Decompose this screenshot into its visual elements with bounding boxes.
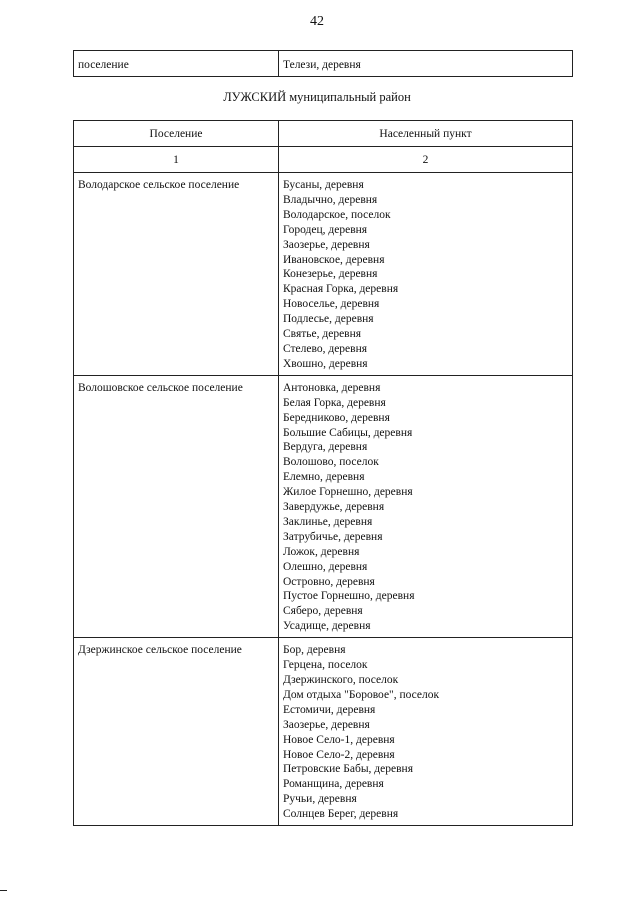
settlement-name: Волошовское сельское поселение: [78, 381, 243, 394]
place-item: Городец, деревня: [283, 223, 368, 236]
settlement-name: Дзержинское сельское поселение: [78, 644, 242, 657]
places-cell: [279, 173, 573, 376]
place-item: Дом отдыха "Боровое", поселок: [283, 688, 440, 701]
district-heading: ЛУЖСКИЙ муниципальный район: [223, 90, 411, 104]
column-number-1: 1: [74, 147, 279, 173]
place-item: Заклинье, деревня: [283, 515, 373, 528]
place-item: Вердуга, деревня: [283, 441, 368, 454]
place-item: Дзержинского, поселок: [283, 674, 399, 686]
place-item: Петровские Бабы, деревня: [283, 763, 413, 776]
continuation-table: [73, 50, 573, 77]
settlement-group-row: [74, 173, 573, 376]
place-item: Володарское, поселок: [283, 208, 391, 221]
place-item: Хвошно, деревня: [283, 357, 368, 370]
place-item: Большие Сабицы, деревня: [283, 426, 413, 439]
column-number-row: [74, 147, 573, 173]
place-item: Ручьи, деревня: [283, 793, 357, 806]
place-item: Новое Село-1, деревня: [283, 733, 395, 746]
place-item: Естомичи, деревня: [283, 703, 376, 716]
place-item: Волошово, поселок: [283, 456, 379, 469]
settlement-name-cell: [74, 375, 279, 637]
header-row: [74, 121, 573, 147]
settlement-name-cell: [74, 173, 279, 376]
settlement-name: Володарское сельское поселение: [78, 179, 240, 191]
place-cell: Телези, деревня: [279, 51, 573, 77]
place-item: Новоселье, деревня: [283, 298, 380, 311]
place-item: Антоновка, деревня: [283, 381, 381, 394]
place-item: Усадище, деревня: [283, 620, 371, 633]
places-cell: [279, 375, 573, 637]
places-list: [283, 643, 568, 822]
place-item: Новое Село-2, деревня: [283, 748, 395, 761]
place-item: Островно, деревня: [283, 575, 375, 588]
place-item: Пустое Горнешно, деревня: [283, 590, 415, 603]
place-item: Конезерье, деревня: [283, 268, 378, 281]
header-place: Населенный пункт: [279, 121, 573, 147]
place-item: Красная Горка, деревня: [283, 283, 399, 296]
places-cell: [279, 638, 573, 826]
place-item: Бусаны, деревня: [283, 179, 364, 191]
place-item: Ложок, деревня: [283, 545, 360, 558]
place-item: Заозерье, деревня: [283, 718, 370, 731]
place-item: Стелево, деревня: [283, 342, 368, 355]
places-list: [283, 178, 568, 372]
place-item: Подлесье, деревня: [283, 313, 374, 326]
place-item: Солнцев Берег, деревня: [283, 808, 399, 821]
place-item: Ивановское, деревня: [283, 253, 385, 266]
settlement-name-cell: [74, 638, 279, 826]
scan-edge-mark: [0, 890, 7, 891]
places-list: [283, 381, 568, 634]
place-item: Белая Горка, деревня: [283, 396, 386, 409]
place-item: Олешно, деревня: [283, 560, 368, 573]
table-row: [74, 51, 573, 77]
header-settlement: Поселение: [74, 121, 279, 147]
place-item: Заозерье, деревня: [283, 238, 370, 251]
place-item: Затрубичье, деревня: [283, 530, 383, 543]
place-item: Бор, деревня: [283, 644, 346, 657]
settlements-table: [73, 120, 573, 826]
settlement-group-row: [74, 375, 573, 637]
place-item: Сяберо, деревня: [283, 605, 363, 618]
settlement-group-row: [74, 638, 573, 826]
place-item: Жилое Горнешно, деревня: [283, 486, 413, 499]
page-number: 42: [310, 14, 324, 29]
place-item: Владычно, деревня: [283, 193, 378, 206]
place-item: Бередниково, деревня: [283, 411, 390, 424]
place-item: Романщина, деревня: [283, 778, 384, 791]
place-item: Святье, деревня: [283, 328, 362, 341]
place-item: Елемно, деревня: [283, 471, 365, 484]
settlement-cell: поселение: [74, 51, 279, 77]
column-number-2: 2: [279, 147, 573, 173]
place-item: Завердужье, деревня: [283, 501, 385, 514]
place-item: Герцена, поселок: [283, 659, 368, 672]
